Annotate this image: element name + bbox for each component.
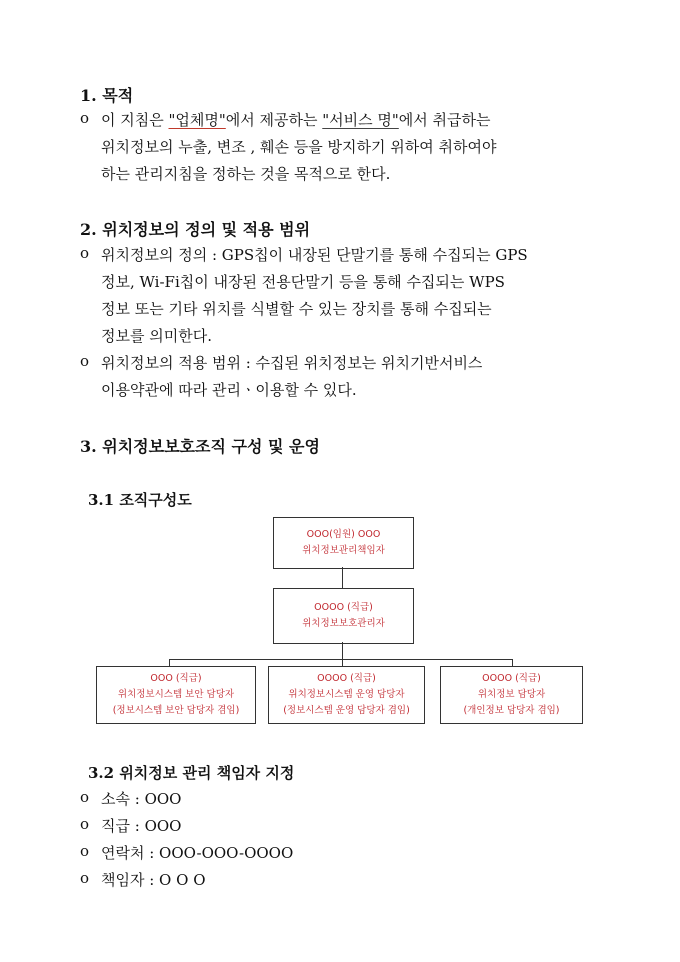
org-box-mid xyxy=(273,588,414,644)
org-center-note: (정보시스템 운영 담당자 겸임) xyxy=(283,705,410,716)
org-center-name: OOOO (직급) xyxy=(317,673,376,684)
org-right-name: OOOO (직급) xyxy=(482,673,541,684)
service-name-placeholder: "서비스 명" xyxy=(322,111,399,129)
section-1-line-3: 하는 관리지침을 정하는 것을 목적으로 한다. xyxy=(101,165,391,183)
org-mid-name: OOOO (직급) xyxy=(314,602,373,613)
connector-line xyxy=(342,659,343,666)
org-box-center xyxy=(268,666,425,724)
org-box-left xyxy=(96,666,256,724)
connector-line xyxy=(169,659,170,666)
bullet-marker: o xyxy=(80,109,90,127)
section-3-title: 3. 위치정보보호조직 구성 및 운영 xyxy=(80,437,320,456)
company-name-placeholder: "업체명" xyxy=(168,111,226,129)
definition-line-1: 위치정보의 정의 : GPS칩이 내장된 단말기를 통해 수집되는 GPS xyxy=(101,246,528,264)
section-1-line-2: 위치정보의 누출, 변조 , 훼손 등을 방지하기 위하여 취하여야 xyxy=(101,138,497,156)
org-box-top xyxy=(273,517,414,569)
bullet-marker: o xyxy=(80,869,90,887)
manager-item: 책임자 : O O O xyxy=(101,871,206,889)
definition-line-4: 정보를 의미한다. xyxy=(101,327,212,345)
definition-line-3: 정보 또는 기타 위치를 식별할 수 있는 장치를 통해 수집되는 xyxy=(101,300,492,318)
connector-line xyxy=(512,659,513,666)
scope-line-1: 위치정보의 적용 범위 : 수집된 위치정보는 위치기반서비스 xyxy=(101,354,483,372)
bullet-marker: o xyxy=(80,815,90,833)
affiliation-item: 소속 : OOO xyxy=(101,790,182,808)
definition-line-2: 정보, Wi-Fi칩이 내장된 전용단말기 등을 통해 수집되는 WPS xyxy=(101,273,505,291)
org-mid-role: 위치정보보호관리자 xyxy=(302,618,385,629)
section-2-title: 2. 위치정보의 정의 및 적용 범위 xyxy=(80,220,311,239)
subsection-3-1-title: 3.1 조직구성도 xyxy=(88,491,192,509)
text-segment: 이 지침은 xyxy=(101,111,169,129)
org-center-role: 위치정보시스템 운영 담당자 xyxy=(288,689,405,700)
text-segment: 에서 취급하는 xyxy=(398,111,491,129)
bullet-marker: o xyxy=(80,244,90,262)
section-1-line-1 xyxy=(101,109,491,130)
scope-line-2: 이용약관에 따라 관리ㆍ이용할 수 있다. xyxy=(101,381,357,399)
org-right-note: (개인정보 담당자 겸임) xyxy=(463,705,560,716)
bullet-marker: o xyxy=(80,788,90,806)
org-box-right xyxy=(440,666,583,724)
subsection-3-2-title: 3.2 위치정보 관리 책임자 지정 xyxy=(88,764,295,782)
section-1-title: 1. 목적 xyxy=(80,86,134,105)
org-left-name: OOO (직급) xyxy=(150,673,202,684)
position-item: 직급 : OOO xyxy=(101,817,182,835)
org-top-name: OOO(임원) OOO xyxy=(306,529,381,540)
bullet-marker: o xyxy=(80,352,90,370)
org-left-role: 위치정보시스템 보안 담당자 xyxy=(117,689,235,700)
org-left-note: (정보시스템 보안 담당자 겸임) xyxy=(112,705,240,716)
connector-line xyxy=(169,659,512,660)
bullet-marker: o xyxy=(80,842,90,860)
text-segment: 에서 제공하는 xyxy=(225,111,323,129)
connector-line xyxy=(342,642,343,659)
connector-line xyxy=(342,567,343,588)
contact-item: 연락처 : OOO-OOO-OOOO xyxy=(101,844,294,862)
org-right-role: 위치정보 담당자 xyxy=(477,689,546,700)
org-top-role: 위치정보관리책임자 xyxy=(302,545,385,556)
